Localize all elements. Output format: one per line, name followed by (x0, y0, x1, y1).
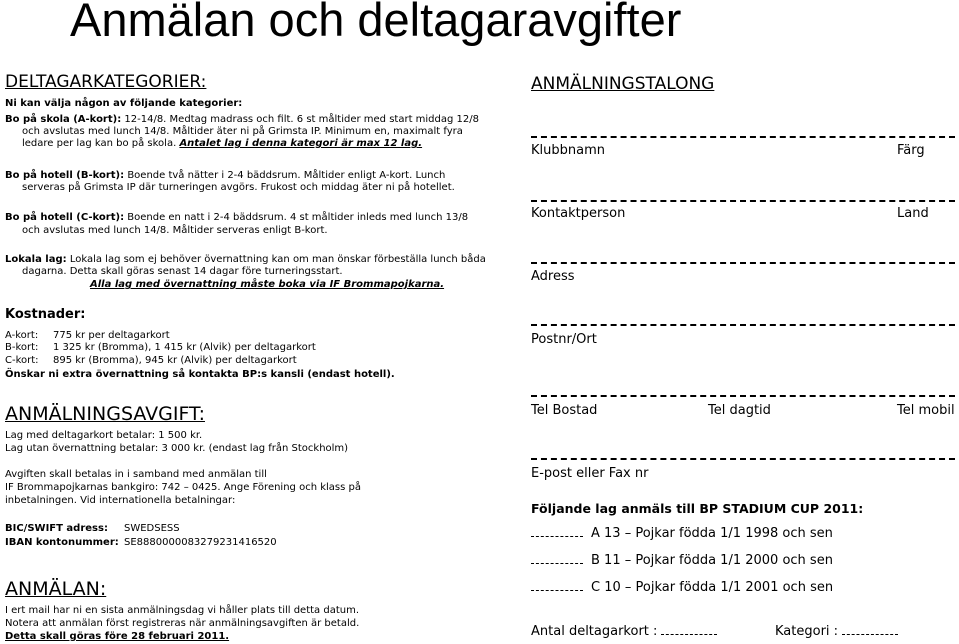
kategori-blank[interactable] (842, 625, 898, 635)
cost-row-b (5, 342, 316, 354)
category-a-label: Bo på skola (A-kort): (5, 114, 122, 125)
registration-line2: Notera att anmälan först registreras när anmälningsavgiften är betald. (5, 618, 360, 629)
count-blank[interactable] (661, 625, 717, 635)
iban-value: SE8880000083279231416520 (124, 537, 277, 548)
cost-c-label: C-kort: (5, 355, 39, 366)
category-c-text1: Boende en natt i 2-4 bäddsrum. 4 st måltider inleds med lunch 13/8 (124, 212, 469, 223)
category-a-text3: ledare per lag kan bo på skola. (22, 138, 180, 149)
cost-c-value: 895 kr (Bromma), 945 kr (Alvik) per deltagarkort (53, 355, 297, 366)
kategori-label: Kategori : (775, 624, 839, 639)
epost-label: E-post eller Fax nr (531, 466, 649, 481)
local-line1 (5, 254, 486, 266)
adress-label: Adress (531, 269, 575, 284)
fee-pay1: Avgiften skall betalas in i samband med anmälan till (5, 469, 267, 480)
tel-mobil-label: Tel mobil (897, 403, 955, 418)
postnr-label: Postnr/Ort (531, 332, 597, 347)
category-b-line1 (5, 170, 445, 182)
team-a13-blank[interactable] (531, 527, 583, 537)
tel-bostad-label: Tel Bostad (531, 403, 598, 418)
local-label: Lokala lag: (5, 254, 67, 265)
categories-intro: Ni kan välja någon av följande kategorier: (5, 98, 243, 109)
registration-deadline: Detta skall göras före 28 februari 2011. (5, 631, 230, 642)
cost-b-label: B-kort: (5, 342, 39, 353)
fee-line1: Lag med deltagarkort betalar: 1 500 kr. (5, 430, 203, 441)
fee-pay2: IF Brommapojkarnas bankgiro: 742 – 0425. Ange Förening och klass på (5, 482, 361, 493)
category-c-line1 (5, 212, 468, 224)
teams-heading: Följande lag anmäls till BP STADIUM CUP 2011: (531, 501, 864, 516)
cost-row-a (5, 330, 170, 342)
tel-dagtid-label: Tel dagtid (708, 403, 771, 418)
fee-line2: Lag utan övernattning betalar: 3 000 kr. (endast lag från Stockholm) (5, 443, 349, 454)
page-title: Anmälan och deltagaravgifter (70, 0, 682, 46)
land-label: Land (897, 206, 929, 221)
team-row-c10 (531, 580, 833, 595)
count-row (531, 624, 717, 639)
category-c-label: Bo på hotell (C-kort): (5, 212, 125, 223)
cost-b-value: 1 325 kr (Bromma), 1 415 kr (Alvik) per deltagarkort (53, 342, 316, 353)
fee-heading: ANMÄLNINGSAVGIFT: (5, 403, 205, 425)
farg-label: Färg (897, 143, 925, 158)
klubbnamn-label: Klubbnamn (531, 143, 605, 158)
cost-row-c (5, 355, 297, 367)
costs-note: Önskar ni extra övernattning så kontakta BP:s kansli (endast hotell). (5, 369, 395, 380)
team-row-b11 (531, 553, 833, 568)
count-label: Antal deltagarkort : (531, 624, 658, 639)
team-a13-label: A 13 – Pojkar födda 1/1 1998 och sen (591, 526, 833, 541)
category-b-text1: Boende två nätter i 2-4 bäddsrum. Måltider enligt A-kort. Lunch (124, 170, 446, 181)
fee-pay3: inbetalningen. Vid internationella betalningar: (5, 495, 236, 506)
kontaktperson-line[interactable] (531, 200, 955, 202)
category-a-text2: och avslutas med lunch 14/8. Måltider äter ni på Grimsta IP. Minimum en, maximalt fyra (22, 126, 463, 137)
registration-heading: ANMÄLAN: (5, 578, 107, 600)
klubbnamn-line[interactable] (531, 136, 955, 138)
bic-label: BIC/SWIFT adress: (5, 523, 108, 534)
category-a-text1: 12-14/8. Medtag madrass och filt. 6 st måltider med start middag 12/8 (121, 114, 479, 125)
talong-heading: ANMÄLNINGSTALONG (531, 74, 715, 94)
category-a-emph: Antalet lag i denna kategori är max 12 lag. (179, 138, 423, 149)
categories-heading: DELTAGARKATEGORIER: (5, 72, 207, 92)
postnr-line[interactable] (531, 324, 955, 326)
local-emph: Alla lag med övernattning måste boka via IF Brommapojkarna. (90, 279, 445, 290)
team-row-a13 (531, 526, 833, 541)
local-text1: Lokala lag som ej behöver övernattning kan om man önskar förbeställa lunch båda (66, 254, 486, 265)
team-c10-label: C 10 – Pojkar födda 1/1 2001 och sen (591, 580, 834, 595)
category-b-label: Bo på hotell (B-kort): (5, 170, 125, 181)
adress-line[interactable] (531, 262, 955, 264)
iban-label: IBAN kontonummer: (5, 537, 119, 548)
epost-line[interactable] (531, 458, 955, 460)
local-text2: dagarna. Detta skall göras senast 14 dagar före turneringsstart. (22, 266, 343, 277)
team-b11-label: B 11 – Pojkar födda 1/1 2000 och sen (591, 553, 833, 568)
category-b-text2: serveras på Grimsta IP där turneringen avgörs. Frukost och middag äter ni på hotellet. (22, 182, 455, 193)
team-c10-blank[interactable] (531, 581, 583, 591)
category-a-line1 (5, 114, 479, 126)
category-a-line3 (22, 138, 422, 150)
telefon-line[interactable] (531, 395, 955, 397)
bic-value: SWEDSESS (124, 523, 180, 534)
kategori-row (775, 624, 898, 639)
costs-heading: Kostnader: (5, 307, 86, 322)
kontaktperson-label: Kontaktperson (531, 206, 626, 221)
team-b11-blank[interactable] (531, 554, 583, 564)
category-c-text2: och avslutas med lunch 14/8. Måltider serveras enligt B-kort. (22, 225, 328, 236)
cost-a-label: A-kort: (5, 330, 39, 341)
cost-a-value: 775 kr per deltagarkort (53, 330, 170, 341)
registration-line1: I ert mail har ni en sista anmälningsdag vi håller plats till detta datum. (5, 605, 360, 616)
